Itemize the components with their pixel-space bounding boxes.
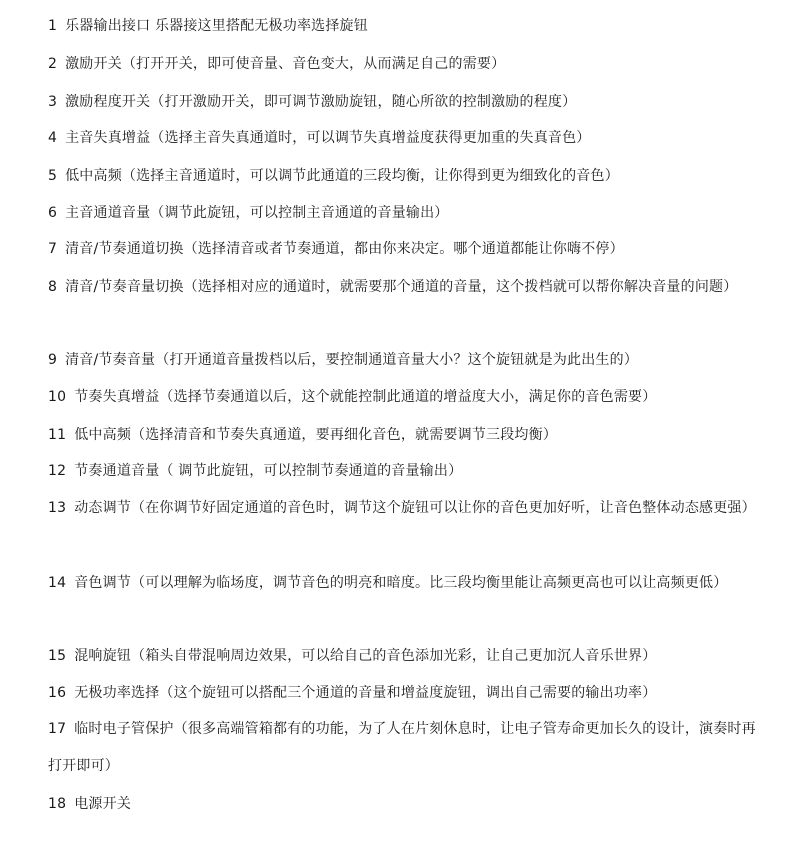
list-item-8	[48, 269, 760, 306]
item-text: 节奏通道音量（ 调节此旋钮，可以控制节奏通道的音量输出）	[74, 463, 463, 479]
item-number: 3	[48, 94, 58, 110]
item-number: 5	[48, 168, 58, 184]
item-text: 电源开关	[74, 796, 132, 812]
item-text: 乐器输出接口 乐器接这里搭配无极功率选择旋钮	[65, 18, 368, 34]
list-item-15	[48, 638, 768, 674]
item-text: 清音/节奏音量（打开通道音量拨档以后，要控制通道音量大小？这个旋钮就是为此出生的）	[65, 352, 639, 368]
item-text: 节奏失真增益（选择节奏通道以后，这个就能控制此通道的增益度大小，满足你的音色需要）	[74, 389, 657, 405]
item-text: 音色调节（可以理解为临场度，调节音色的明亮和暗度。比三段均衡里能让高频更高也可以让高频更低）	[74, 575, 728, 591]
list-item-7	[48, 231, 768, 267]
item-number: 2	[48, 56, 58, 72]
list-item-1	[48, 8, 768, 44]
item-number: 15	[48, 648, 67, 664]
list-item-13	[48, 490, 760, 527]
item-number: 18	[48, 796, 67, 812]
item-text: 动态调节（在你调节好固定通道的音色时，调节这个旋钮可以让你的音色更加好听，让音色整体动态感更强）	[74, 500, 756, 516]
item-text: 主音通道音量（调节此旋钮，可以控制主音通道的音量输出）	[65, 205, 449, 221]
list-item-12	[48, 453, 768, 489]
item-number: 11	[48, 427, 67, 443]
item-number: 7	[48, 241, 58, 257]
item-number: 1	[48, 18, 58, 34]
list-item-11	[48, 417, 768, 453]
item-text: 激励程度开关（打开激励开关，即可调节激励旋钮，随心所欲的控制激励的程度）	[65, 94, 577, 110]
item-text: 临时电子管保护（很多高端管箱都有的功能，为了人在片刻休息时，让电子管寿命更加长久的设计，演奏时再打开即可）	[48, 721, 756, 774]
list-item-14	[48, 565, 760, 602]
list-item-3	[48, 84, 768, 120]
item-text: 主音失真增益（选择主音失真通道时，可以调节失真增益度获得更加重的失真音色）	[65, 130, 591, 146]
item-text: 低中高频（选择主音通道时，可以调节此通道的三段均衡，让你得到更为细致化的音色）	[65, 168, 619, 184]
item-text: 清音/节奏音量切换（选择相对应的通道时，就需要那个通道的音量，这个拨档就可以帮你解决音量的问题）	[65, 279, 738, 295]
item-text: 无极功率选择（这个旋钮可以搭配三个通道的音量和增益度旋钮，调出自己需要的输出功率）	[74, 685, 657, 701]
item-number: 4	[48, 130, 58, 146]
list-item-6	[48, 195, 768, 231]
list-item-2	[48, 46, 768, 82]
item-number: 16	[48, 685, 67, 701]
item-number: 14	[48, 575, 67, 591]
item-text: 混响旋钮（箱头自带混响周边效果，可以给自己的音色添加光彩，让自己更加沉人音乐世界）	[74, 648, 657, 664]
list-item-10	[48, 379, 768, 415]
item-number: 10	[48, 389, 67, 405]
list-item-9	[48, 342, 768, 378]
item-number: 8	[48, 279, 58, 295]
item-number: 17	[48, 721, 67, 737]
list-item-4	[48, 120, 768, 156]
list-item-5	[48, 158, 768, 194]
list-item-18	[48, 786, 768, 822]
item-number: 12	[48, 463, 67, 479]
list-item-17	[48, 711, 760, 785]
item-number: 9	[48, 352, 58, 368]
item-number: 13	[48, 500, 67, 516]
list-item-16	[48, 675, 768, 711]
item-number: 6	[48, 205, 58, 221]
item-text: 清音/节奏通道切换（选择清音或者节奏通道，都由你来决定。哪个通道都能让你嗨不停）	[65, 241, 624, 257]
item-text: 激励开关（打开开关，即可使音量、音色变大，从而满足自己的需要）	[65, 56, 506, 72]
item-text: 低中高频（选择清音和节奏失真通道，要再细化音色，就需要调节三段均衡）	[74, 427, 558, 443]
